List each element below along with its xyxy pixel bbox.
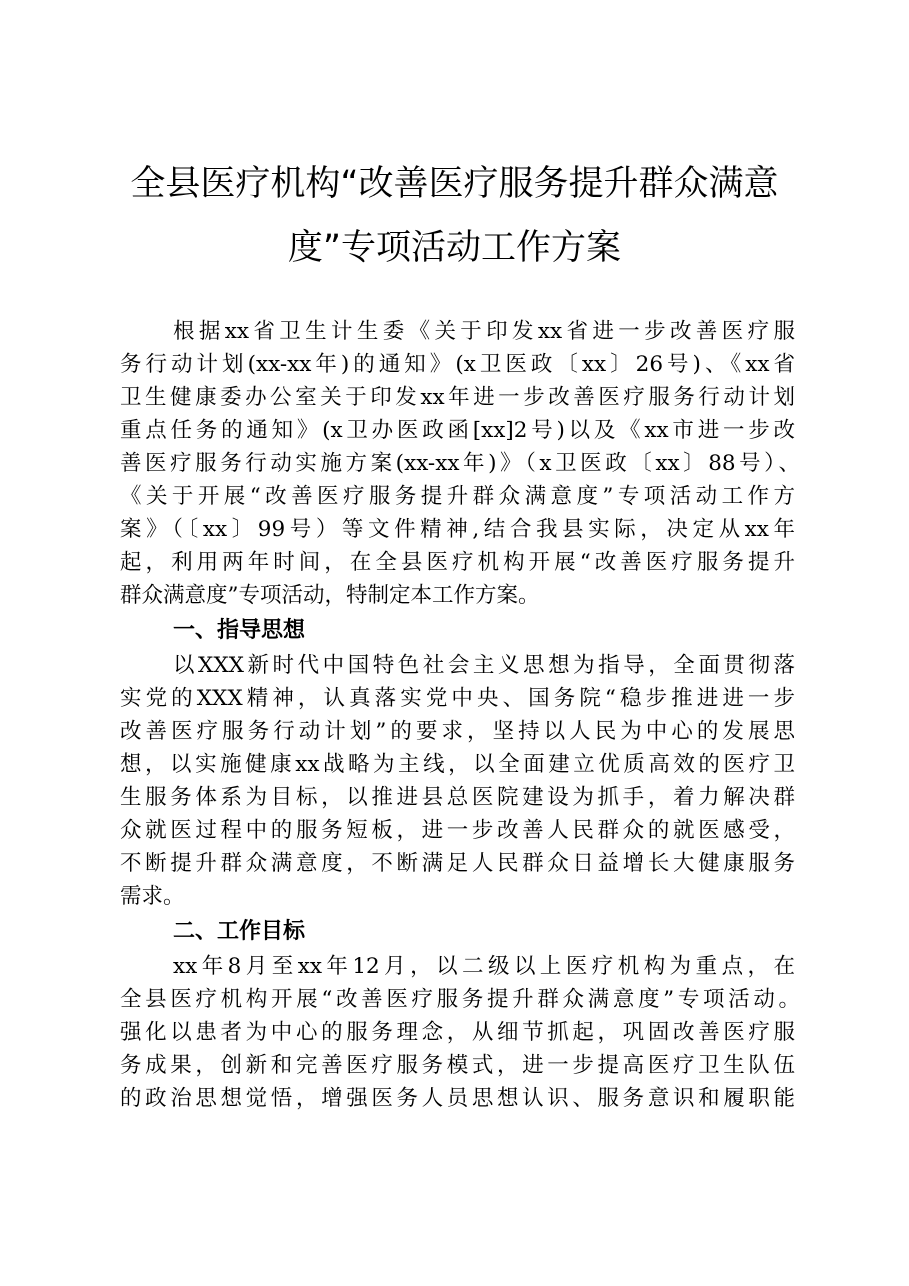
- intro-line: 卫生健康委办公室关于印发xx年进一步改善医疗服务行动计划: [120, 385, 795, 410]
- intro-line: 重点任务的通知》(x卫办医政函[xx]2号)以及《xx市进一步改: [120, 418, 795, 443]
- section2-line: 务成果，创新和完善医疗服务模式，进一步提高医疗卫生队伍: [120, 1053, 795, 1078]
- intro-line: 起，利用两年时间，在全县医疗机构开展“改善医疗服务提升: [120, 550, 795, 575]
- section1-line: 不断提升群众满意度，不断满足人民群众日益增长大健康服务: [120, 851, 795, 876]
- section2-line: 的政治思想觉悟，增强医务人员思想认识、服务意识和履职能: [120, 1086, 795, 1111]
- intro-line: 《关于开展“改善医疗服务提升群众满意度”专项活动工作方: [120, 484, 795, 509]
- section2-line: 全县医疗机构开展“改善医疗服务提升群众满意度”专项活动。: [120, 987, 800, 1012]
- section2-line: 强化以患者为中心的服务理念，从细节抓起，巩固改善医疗服: [120, 1020, 795, 1045]
- section1-line: 想，以实施健康xx战略为主线，以全面建立优质高效的医疗卫: [120, 752, 795, 777]
- section1-line: 以XXX新时代中国特色社会主义思想为指导，全面贯彻落: [173, 653, 795, 678]
- section-heading-work-goals: 二、工作目标: [173, 919, 306, 944]
- document-title-line-2: 度”专项活动工作方案: [287, 228, 622, 268]
- intro-line: 群众满意度”专项活动，特制定本工作方案。: [120, 583, 540, 608]
- section2-line: xx年8月至xx年12月，以二级以上医疗机构为重点，在: [173, 954, 795, 979]
- intro-line: 根据xx省卫生计生委《关于印发xx省进一步改善医疗服: [173, 319, 795, 344]
- document-title-line-1: 全县医疗机构“改善医疗服务提升群众满意: [130, 164, 779, 204]
- section1-line: 实党的XXX精神，认真落实党中央、国务院“稳步推进进一步: [120, 686, 795, 711]
- section-heading-guiding-ideology: 一、指导思想: [173, 618, 306, 643]
- section1-line: 需求。: [120, 884, 185, 909]
- section1-line: 生服务体系为目标，以推进县总医院建设为抓手，着力解决群: [120, 785, 795, 810]
- section1-line: 众就医过程中的服务短板，进一步改善人民群众的就医感受，: [120, 818, 795, 843]
- intro-line: 善医疗服务行动实施方案(xx-xx年)》（x卫医政〔xx〕88号）、: [120, 451, 800, 476]
- intro-line: 案》（〔xx〕99号）等文件精神,结合我县实际，决定从xx年: [120, 517, 795, 542]
- intro-line: 务行动计划(xx-xx年)的通知》(x卫医政〔xx〕26号)、《xx省: [120, 352, 795, 377]
- section1-line: 改善医疗服务行动计划”的要求，坚持以人民为中心的发展思: [120, 719, 795, 744]
